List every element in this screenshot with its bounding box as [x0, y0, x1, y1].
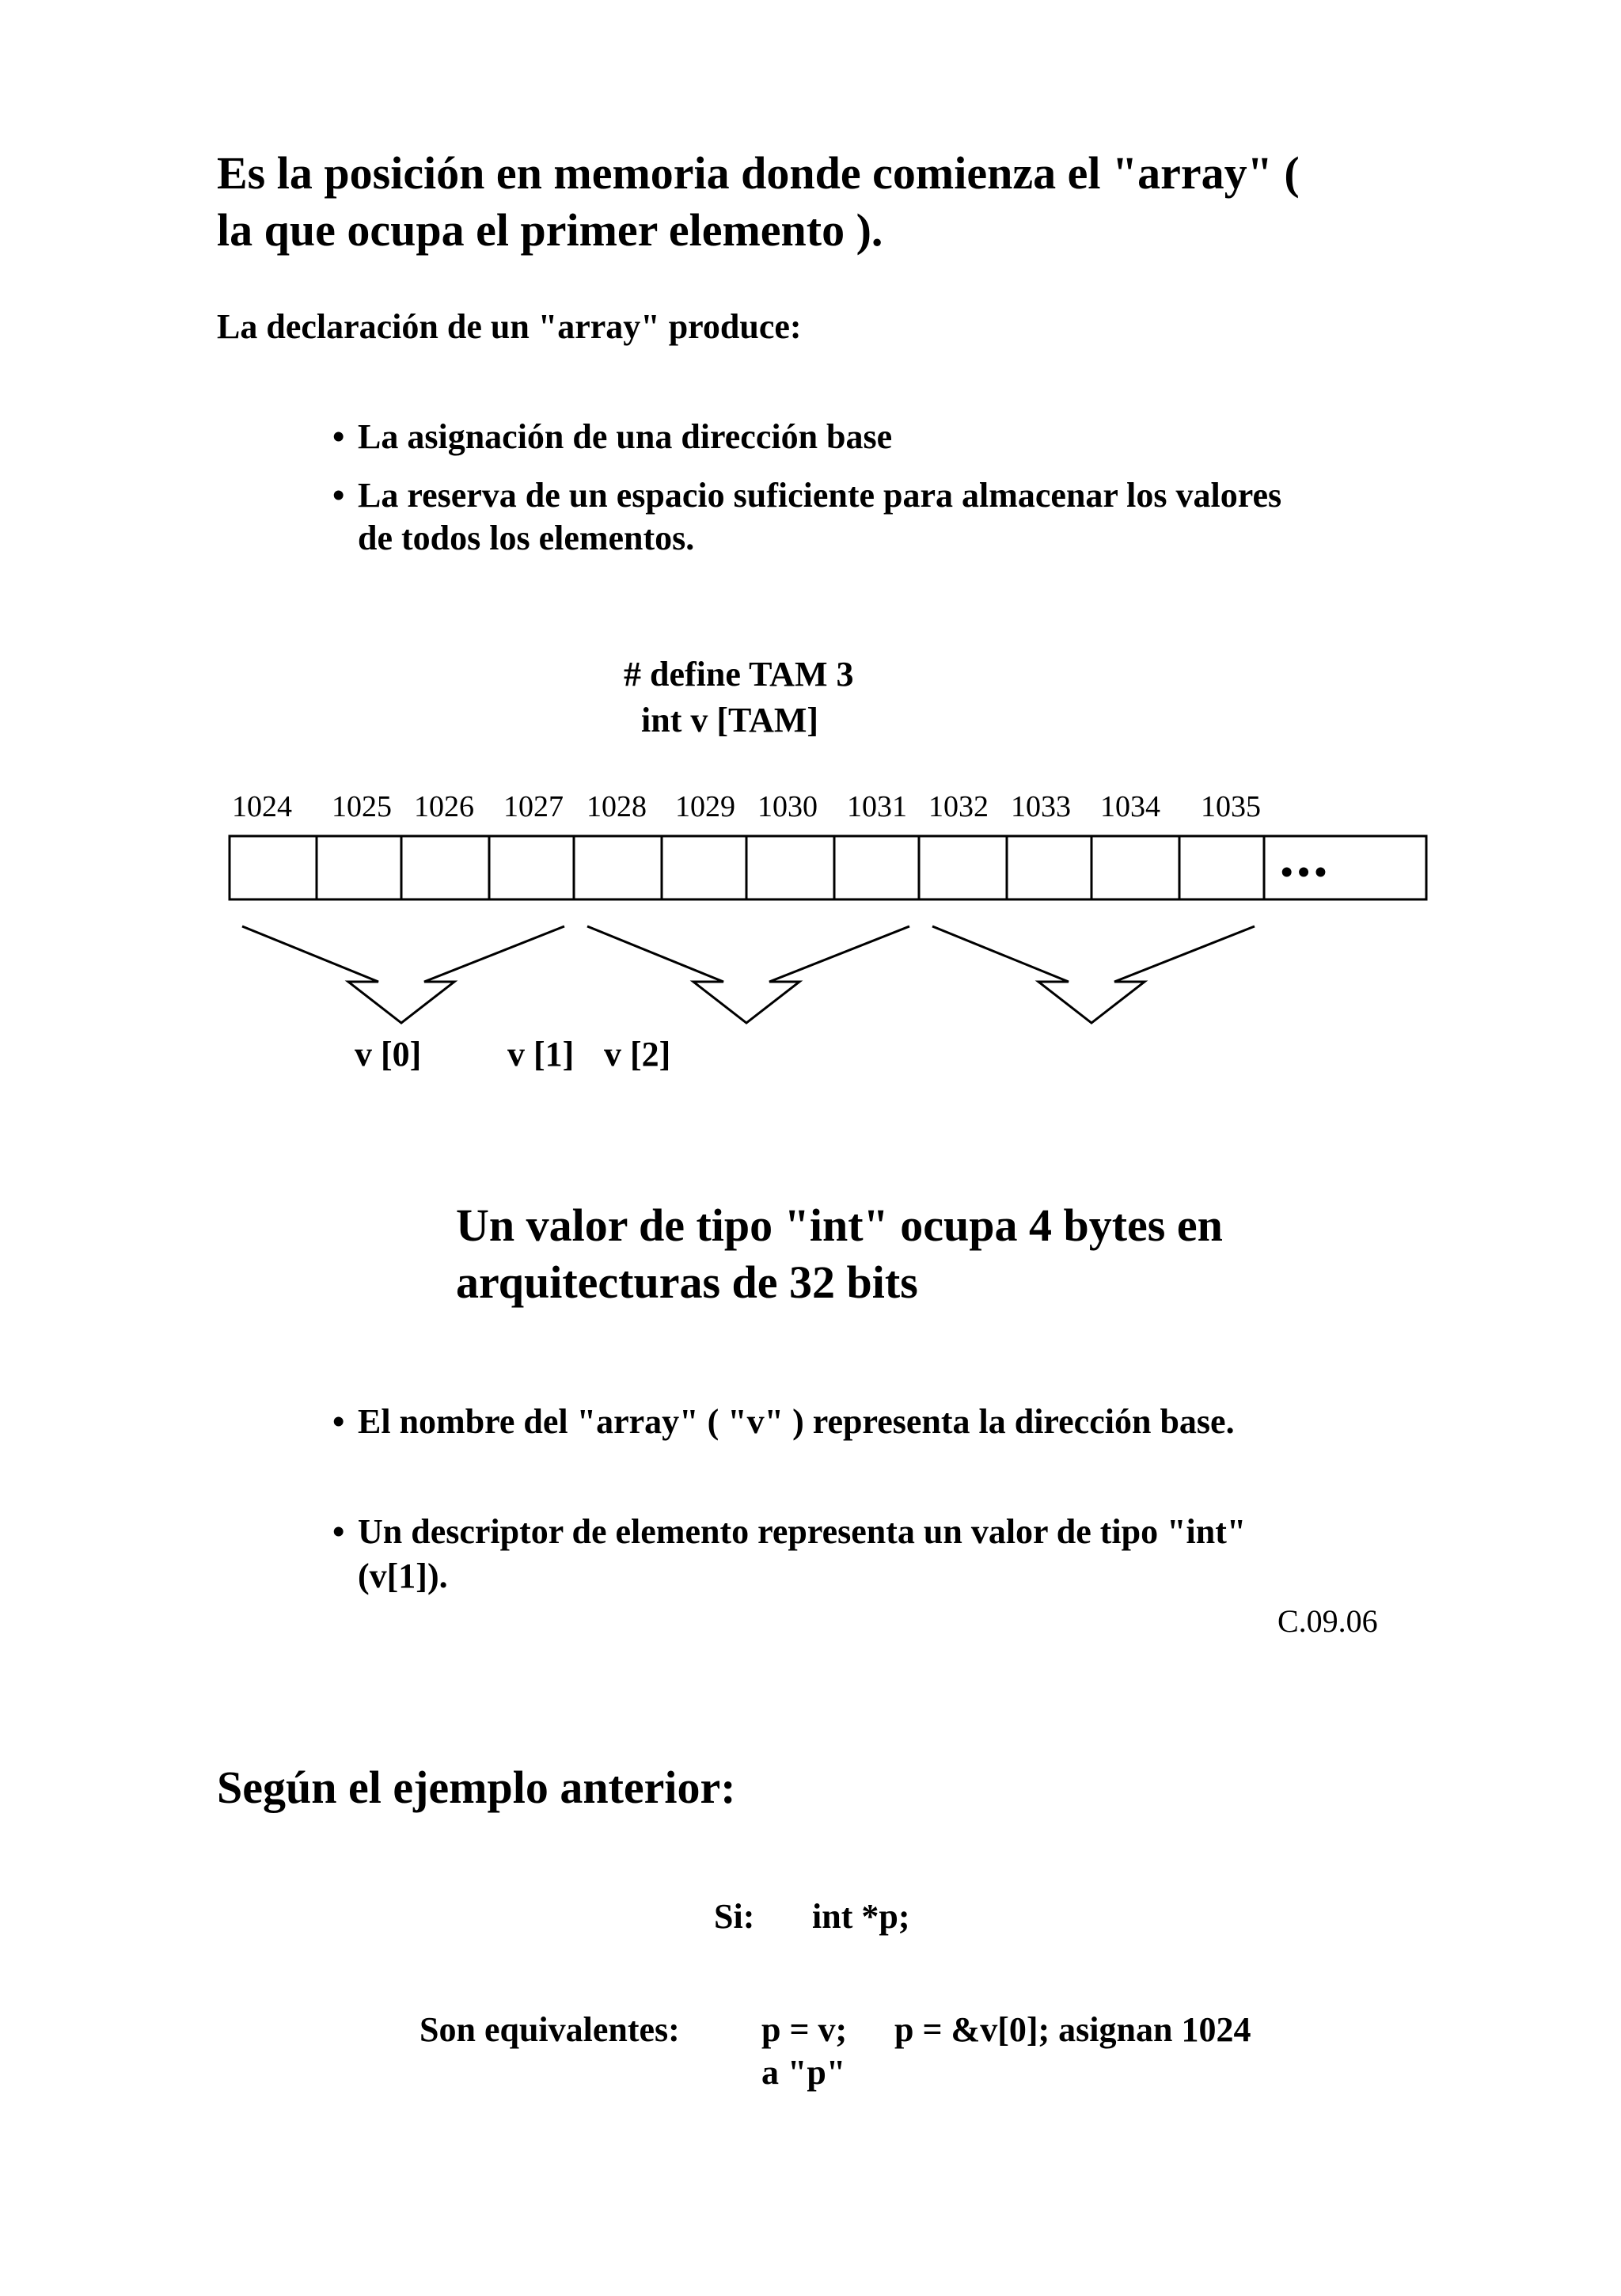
code-declaration: int v [TAM] — [641, 701, 819, 739]
declaration-lead: La declaración de un "array" produce: — [217, 307, 802, 346]
address-label: 1027 — [503, 790, 564, 823]
bullet-marker: • — [332, 1512, 345, 1551]
note-bullet-2-line-2: (v[1]). — [358, 1557, 448, 1595]
address-label: 1035 — [1201, 790, 1261, 823]
bullet-marker: • — [332, 476, 345, 515]
chevron-arrow-v2 — [932, 926, 1255, 1023]
element-label-v0: v [0] — [355, 1035, 422, 1074]
page-code: C.09.06 — [1277, 1603, 1378, 1639]
note-bullet-1-text: El nombre del "array" ( "v" ) representa la dirección base. — [358, 1402, 1235, 1441]
bullet-marker: • — [332, 417, 345, 456]
si-label: Si: — [714, 1897, 755, 1936]
code-define: # define TAM 3 — [624, 655, 854, 694]
address-label: 1024 — [232, 790, 292, 823]
equivalent-code-1: p = v; — [761, 2010, 848, 2049]
note-bullet-1 — [332, 1400, 1441, 1444]
declaration-bullet-2-line-1: La reserva de un espacio suficiente para almacenar los valores — [358, 476, 1282, 515]
equivalent-code-3: a "p" — [761, 2053, 846, 2092]
intro-line-2: la que ocupa el primer elemento ). — [217, 204, 883, 256]
element-label-v1: v [1] — [507, 1035, 575, 1074]
chevron-arrow-v1 — [587, 926, 909, 1023]
bullet-marker: • — [332, 1402, 345, 1441]
equivalents-label: Son equivalentes: — [419, 2010, 680, 2049]
address-label: 1034 — [1100, 790, 1160, 823]
address-label: 1033 — [1011, 790, 1071, 823]
chevron-arrow-v0 — [242, 926, 564, 1023]
intro-line-1: Es la posición en memoria donde comienza el "array" ( — [217, 147, 1300, 199]
int-note-line-1: Un valor de tipo "int" ocupa 4 bytes en — [456, 1199, 1223, 1251]
address-label: 1030 — [757, 790, 818, 823]
note-bullet-2 — [332, 1510, 1441, 1598]
note-bullet-2-line-1: Un descriptor de elemento representa un valor de tipo "int" — [358, 1512, 1247, 1551]
int-note-line-2: arquitecturas de 32 bits — [456, 1256, 918, 1308]
memory-ellipsis: ••• — [1281, 853, 1332, 891]
element-label-v2: v [2] — [604, 1035, 671, 1074]
address-label: 1031 — [847, 790, 907, 823]
address-label: 1029 — [675, 790, 735, 823]
address-label: 1028 — [587, 790, 647, 823]
equivalent-code-2: p = &v[0]; asignan 1024 — [894, 2010, 1251, 2049]
address-label: 1025 — [332, 790, 392, 823]
address-label: 1026 — [414, 790, 474, 823]
example-heading: Según el ejemplo anterior: — [217, 1762, 736, 1813]
declaration-bullet-2-line-2: de todos los elementos. — [358, 519, 695, 557]
address-label: 1032 — [928, 790, 989, 823]
declaration-bullet-1-text: La asignación de una dirección base — [358, 417, 893, 456]
si-code: int *p; — [812, 1897, 910, 1936]
memory-strip — [230, 836, 1426, 899]
memory-diagram — [0, 0, 1621, 1108]
